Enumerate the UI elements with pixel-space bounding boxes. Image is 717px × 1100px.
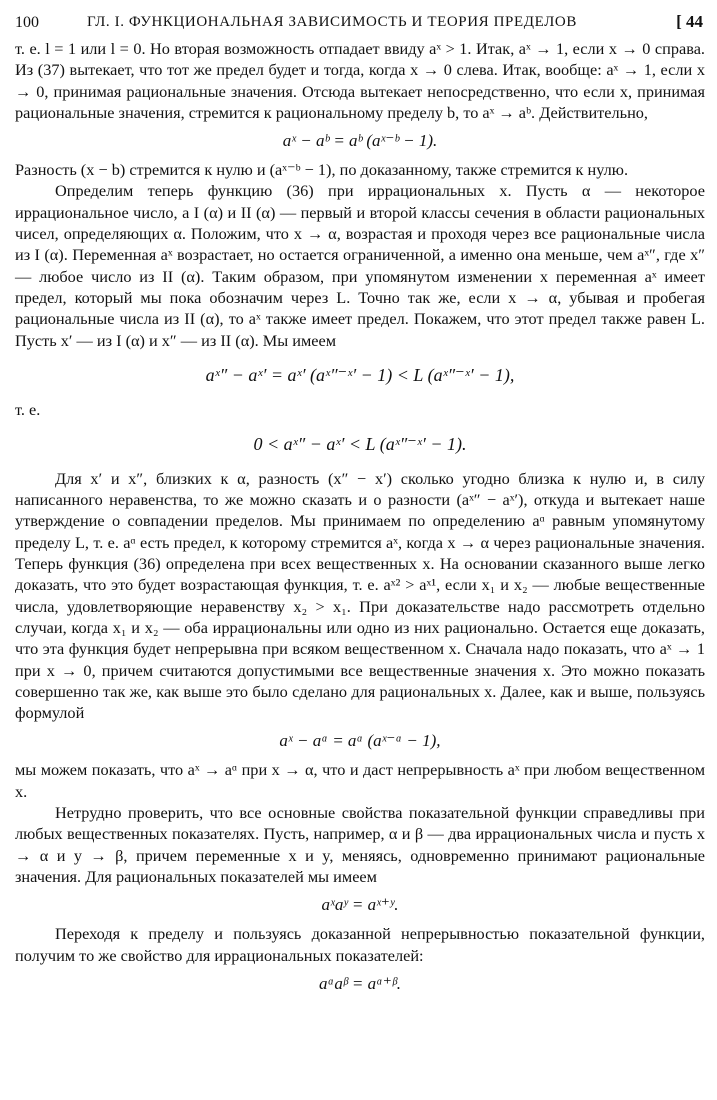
formula-1: aˣ − aᵇ = aᵇ (aˣ⁻ᵇ − 1). [282, 131, 438, 151]
label-te: т. е. [15, 399, 41, 419]
formula-2: aˣ″ − aˣ′ = aˣ′ (aˣ″⁻ˣ′ − 1) < L (aˣ″⁻ˣ′ − 1), [205, 364, 515, 385]
running-header [15, 8, 705, 38]
section-marker: [ 44 [676, 12, 703, 31]
paragraph-6: Нетрудно проверить, что все основные свойства показательной функции справедливы при любых вещественных показателях. Пусть, например, α и β — два иррациональных числа и пусть x → α и y → β, причем переменные x и y, меняясь, одновременно принимают рациональные значения. Для рациональных показателей мы имеем [15, 803, 705, 886]
paragraph-7: Переходя к пределу и пользуясь доказанной непрерывностью показательной функции, получим то же свойство для иррациональных показателей: [15, 924, 705, 965]
paragraph-3: Определим теперь функцию (36) при иррациональных x. Пусть α — некоторое иррациональное число, а I (α) и II (α) — первый и второй классы сечения в области рациональных чисел, определяющих α. Положим, что x → α, возрастая и проходя через все рациональные числа из I (α). Переменная aˣ возрастает, но остается ограниченной, а именно она меньше, чем aˣ″, где x″ — любое число из II (α). Таким образом, при упомянутом изменении x переменная aˣ имеет предел, который мы пока обозначим через L. Точно так же, если x → α, убывая и пробегая рациональные числа из II (α), то aˣ также имеет предел. Покажем, что этот предел также равен L. Пусть x′ — из I (α) и x″ — из II (α). Мы имеем [15, 181, 705, 350]
formula-5: aˣaʸ = aˣ⁺ʸ. [321, 895, 399, 915]
paragraph-2: Разность (x − b) стремится к нулю и (aˣ⁻ᵇ − 1), по доказанному, также стремится к нулю. [15, 160, 629, 180]
chapter-title: ГЛ. I. ФУНКЦИОНАЛЬНАЯ ЗАВИСИМОСТЬ И ТЕОРИЯ ПРЕДЕЛОВ [87, 14, 577, 30]
page [15, 8, 705, 1002]
formula-4: aˣ − aᵅ = aᵅ (aˣ⁻ᵅ − 1), [279, 731, 441, 751]
page-number: 100 [15, 14, 39, 31]
paragraph-4: Для x′ и x″, близких к α, разность (x″ − x′) сколько угодно близка к нулю и, в силу написанного неравенства, то же можно сказать и о разности (aˣ″ − aˣ′), откуда и вытекает наше утверждение о совпадении пределов. Мы принимаем по определению aᵅ равным упомянутому пределу L, т. е. aᵅ есть предел, к которому стремится aˣ, когда x → α через рациональные значения. Теперь функция (36) определена при всех вещественных x. На основании сказанного выше легко доказать, что это будет возрастающая функция, т. е. aˣ² > aˣ¹, если x₁ и x₂ — любые вещественные числа, удовлетворяющие неравенству x₂ > x₁. При доказательстве надо рассмотреть отдельно случаи, когда x₁ и x₂ — оба иррациональны или одно из них рационально. Остается еще доказать, что эта функция будет непрерывна при всяком вещественном x. Сначала надо показать, что aˣ → 1 при x → 0, причем считаются допустимыми все вещественные значения x. Это можно показать совершенно так же, как выше это было сделано для рациональных x. Далее, как и выше, пользуясь формулой [15, 468, 705, 723]
paragraph-1: т. е. l = 1 или l = 0. Но вторая возможность отпадает ввиду aˣ > 1. Итак, aˣ → 1, если x → 0 справа. Из (37) вытекает, что тот же предел будет и тогда, когда x → 0 слева. Итак, вообще: aˣ → 1, если x → 0, принимая рациональные значения. Отсюда вытекает непосредственно, что если x, принимая рациональные значения, стремится к рациональному пределу b, то aˣ → aᵇ. Действительно, [15, 39, 705, 122]
paragraph-5: мы можем показать, что aˣ → aᵅ при x → α, что и даст непрерывность aˣ при любом вещественном x. [15, 760, 705, 801]
formula-6: aᵅaᵝ = aᵅ⁺ᵝ. [319, 973, 401, 993]
formula-3: 0 < aˣ″ − aˣ′ < L (aˣ″⁻ˣ′ − 1). [253, 433, 467, 454]
